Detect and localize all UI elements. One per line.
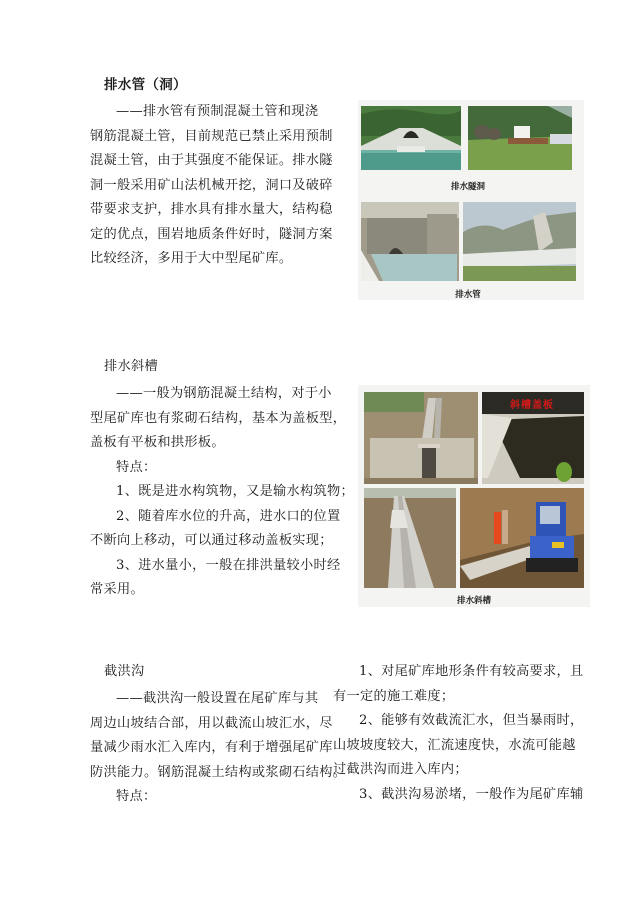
chute-inlet-wall-photo — [364, 392, 478, 484]
list-item-continuation: 常采用。 — [90, 582, 144, 597]
drain-chute-body — [90, 382, 354, 603]
paragraph-line: 定的优点，围岩地质条件好时，隧洞方案 — [90, 226, 333, 242]
list-item: 1、既是进水构筑物，又是输水构筑物； — [116, 484, 354, 499]
section-drain-pipe — [104, 73, 187, 98]
section-title-drain-pipe: 排水管（洞） — [104, 77, 187, 93]
section-title-flood-ditch: 截洪沟 — [104, 664, 145, 679]
paragraph-line: 带要求支护，排水具有排水量大，结构稳 — [90, 202, 333, 217]
list-item-continuation: 过截洪沟而进入库内； — [333, 762, 468, 777]
chute-trench-photo — [482, 392, 584, 484]
paragraph-line: 盖板有平板和拱形板。 — [90, 435, 225, 450]
paragraph-line: 混凝土管，由于其强度不能保证。排水隧 — [90, 153, 333, 168]
paragraph-line: ——一般为钢筋混凝土结构，对于小 — [116, 386, 332, 401]
chute-cover-label: 斜槽盖板 — [510, 400, 554, 411]
list-item: 3、进水量小，一般在排洪量较小时经 — [116, 557, 341, 573]
paragraph-line: 比较经济，多用于大中型尾矿库。 — [90, 251, 293, 266]
flood-ditch-body-right — [333, 660, 603, 807]
paragraph-line: ——排水管有预制混凝土管和现浇 — [116, 104, 319, 119]
section-title-drain-chute: 排水斜槽 — [104, 359, 158, 374]
paragraph-line: 特点： — [116, 459, 157, 475]
list-item: 2、随着库水位的升高，进水口的位置 — [116, 508, 341, 524]
flood-ditch-body-left — [90, 687, 346, 810]
tunnel-site-photo — [468, 106, 572, 170]
chute-channel-photo — [364, 488, 456, 588]
paragraph-line: ——截洪沟一般设置在尾矿库与其 — [116, 691, 319, 706]
list-item: 3、截洪沟易淤堵，一般作为尾矿库辅 — [359, 786, 584, 802]
excavator-construction-photo — [460, 488, 584, 588]
paragraph-line: 量减少雨水汇入库内，有利于增强尾矿库 — [90, 740, 333, 755]
section-drain-chute — [104, 355, 158, 380]
drain-pipe-body — [90, 100, 346, 272]
list-item: 2、能够有效截流汇水，但当暴雨时， — [359, 713, 584, 728]
tailings-pond-photo — [463, 202, 576, 281]
list-item-continuation: 山坡坡度较大，汇流速度快，水流可能越 — [333, 737, 576, 753]
paragraph-line: 钢筋混凝土管，目前规范已禁止采用预制 — [90, 128, 333, 144]
caption-drain-tunnel: 排水隧洞 — [450, 182, 485, 192]
caption-drain-chute: 排水斜槽 — [456, 596, 491, 606]
paragraph-line: 防洪能力。钢筋混凝土结构或浆砌石结构。 — [90, 764, 347, 780]
paragraph-line: 特点： — [116, 789, 157, 804]
tunnel-portal-photo — [361, 106, 461, 170]
paragraph-line: 周边山坡结合部，用以截流山坡汇水，尽 — [90, 715, 333, 731]
list-item: 1、对尾矿库地形条件有较高要求，且 — [359, 664, 584, 679]
drain-pipe-chamber-photo — [361, 202, 459, 281]
figure-drain-chute — [358, 385, 590, 607]
figure-drain-tunnel-pipe — [358, 100, 584, 300]
paragraph-line: 型尾矿库也有浆砌石结构，基本为盖板型， — [90, 410, 347, 426]
caption-drain-pipe: 排水管 — [455, 290, 481, 300]
list-item-continuation: 不断向上移动，可以通过移动盖板实现； — [90, 533, 333, 548]
paragraph-line: 洞一般采用矿山法机械开挖，洞口及破碎 — [90, 177, 333, 193]
list-item-continuation: 有一定的施工难度； — [333, 688, 455, 704]
section-flood-intercept-ditch — [104, 660, 144, 685]
